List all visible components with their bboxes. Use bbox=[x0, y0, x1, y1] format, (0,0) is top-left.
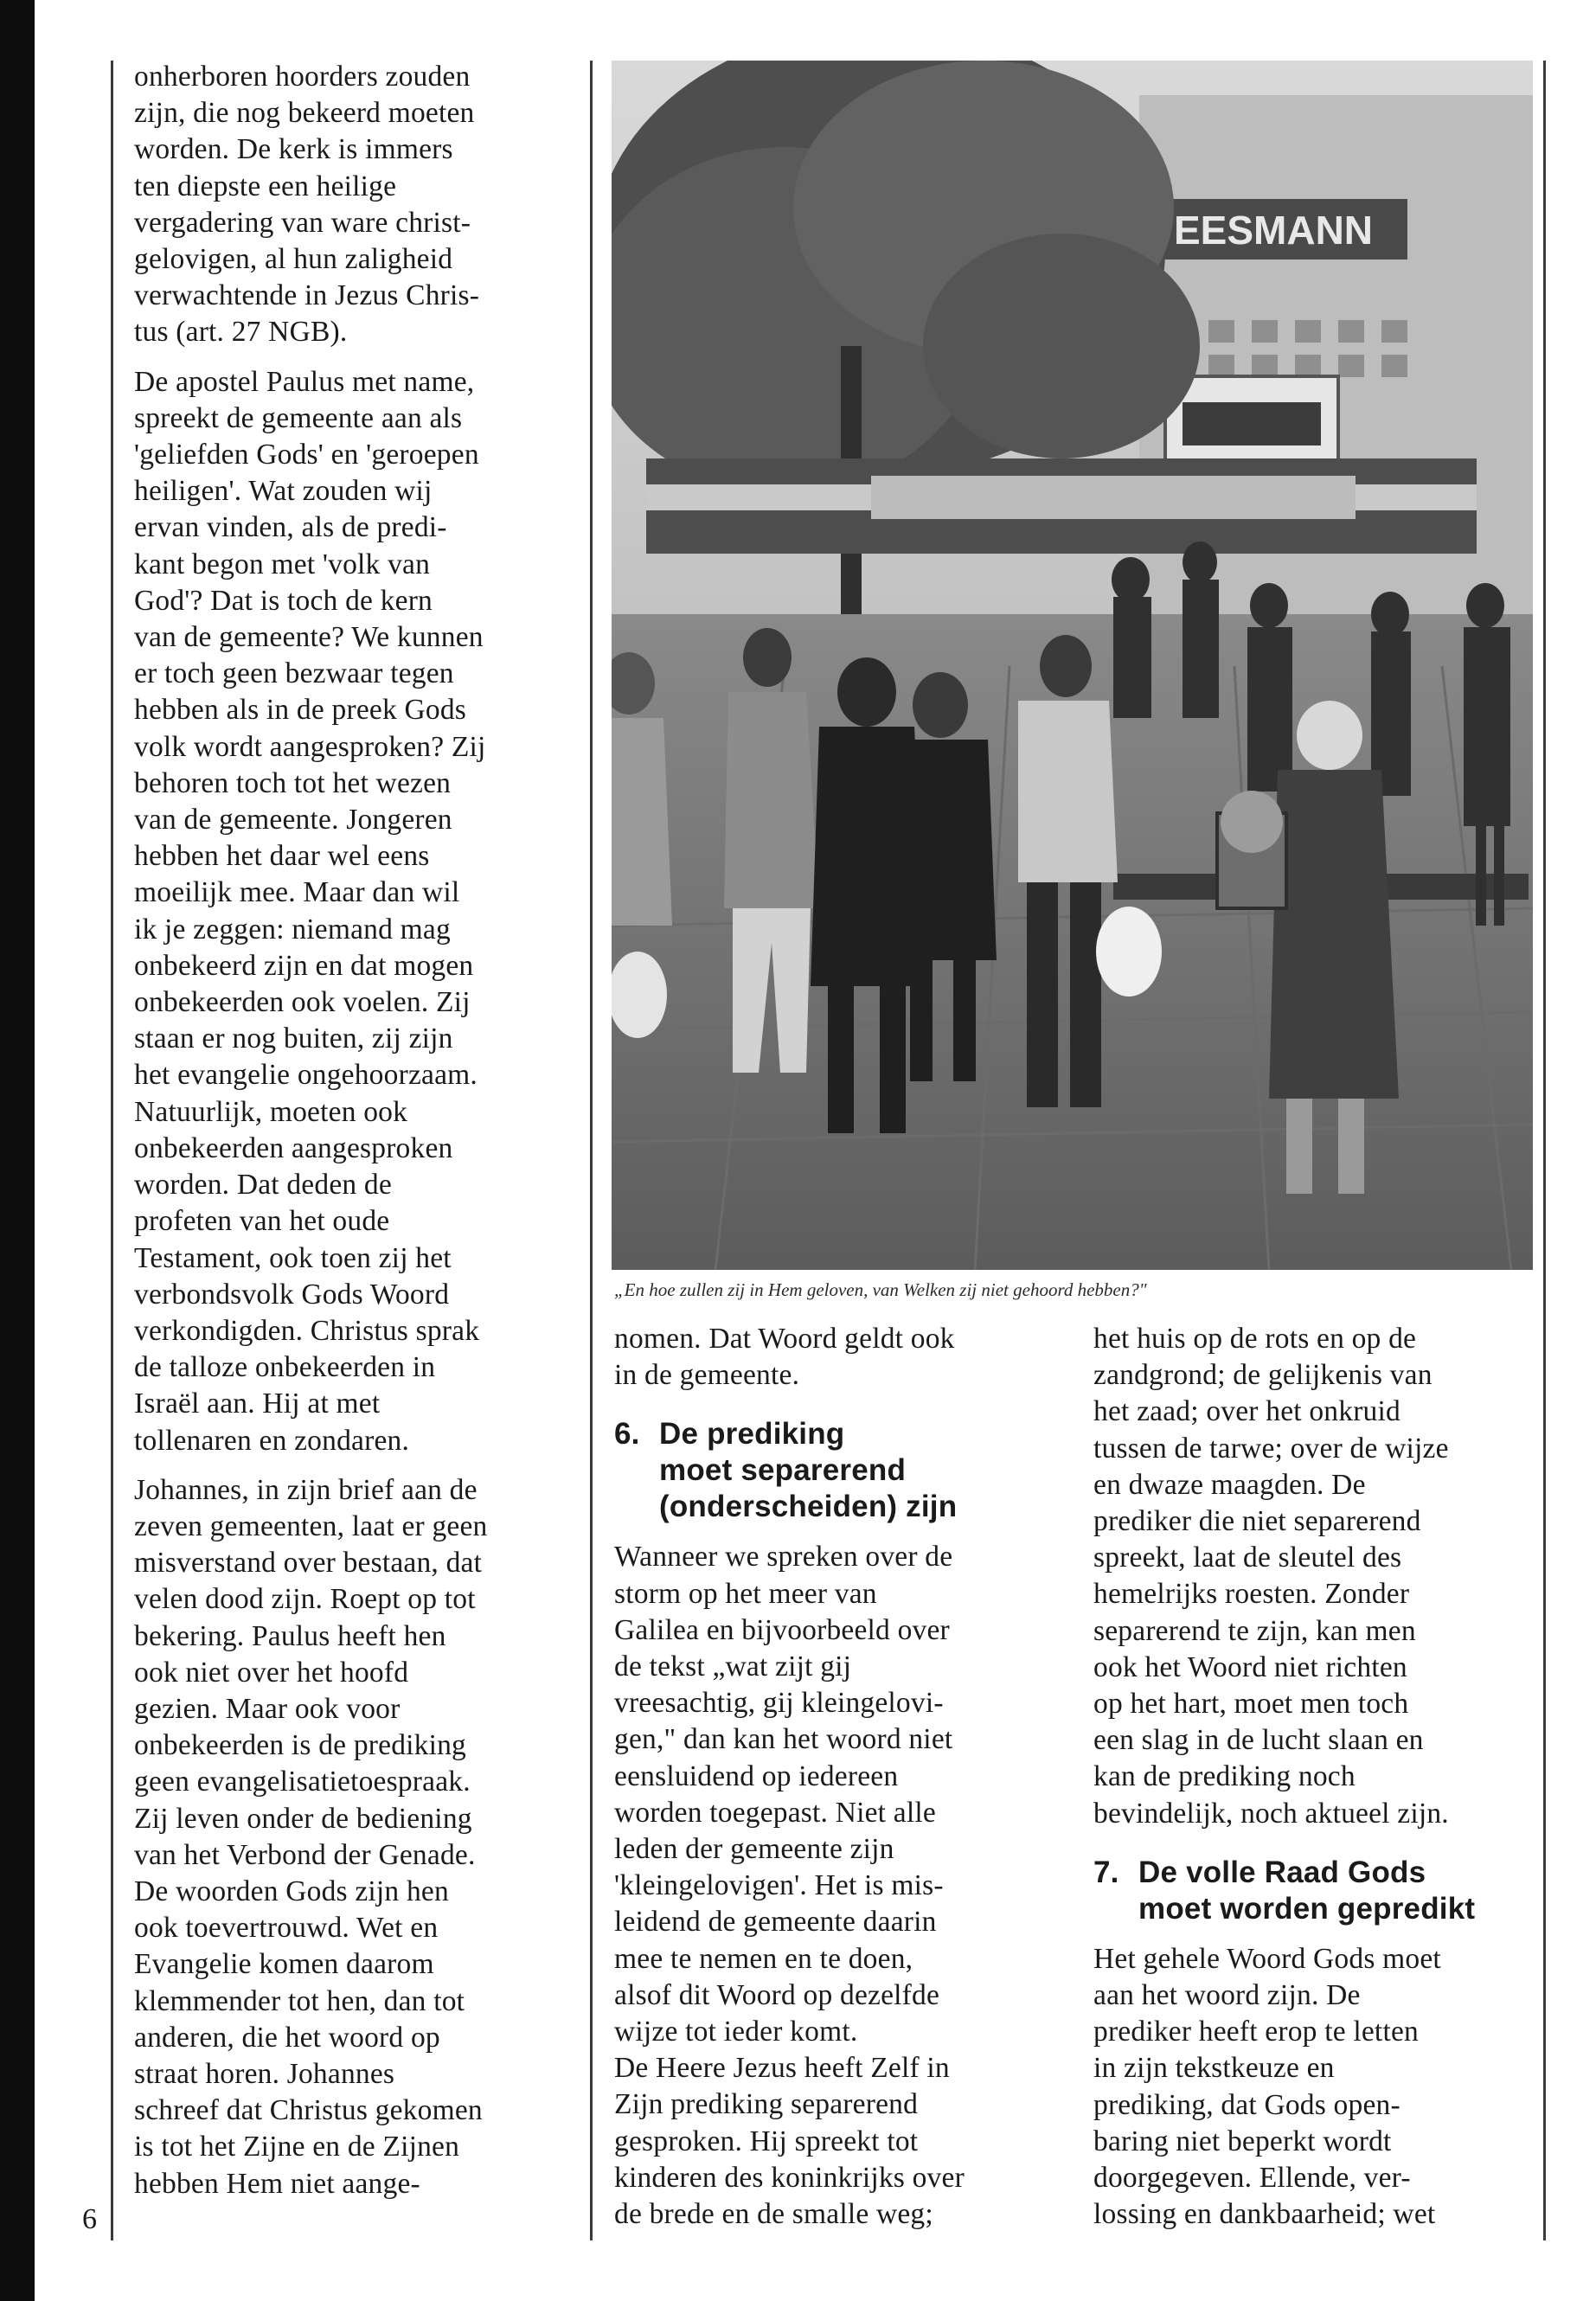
text-line: Galilea en bijvoorbeeld over bbox=[614, 1613, 950, 1646]
column-2-text bbox=[614, 1321, 1047, 2233]
paragraph bbox=[134, 1472, 567, 1801]
text-line: moeilijk mee. Maar dan wil bbox=[134, 876, 460, 909]
text-line: hebben als in de preek Gods bbox=[134, 694, 467, 727]
paragraph bbox=[134, 59, 567, 351]
text-line: het zaad; over het onkruid bbox=[1093, 1395, 1401, 1428]
heading-line: De volle Raad Gods bbox=[1138, 1855, 1426, 1889]
text-line: worden toegepast. Niet alle bbox=[614, 1796, 936, 1829]
text-line: staan er nog buiten, zij zijn bbox=[134, 1022, 453, 1055]
text-line: schreef dat Christus gekomen bbox=[134, 2094, 483, 2127]
text-line: separerend te zijn, kan men bbox=[1093, 1614, 1416, 1647]
text-line: heiligen'. Wat zouden wij bbox=[134, 475, 433, 508]
heading-line: moet separerend bbox=[659, 1453, 907, 1488]
column-1-text bbox=[134, 59, 567, 2202]
column-rule-right bbox=[1543, 61, 1546, 2240]
paragraph bbox=[134, 1801, 567, 1874]
text-line: leden der gemeente zijn bbox=[614, 1833, 894, 1866]
text-line: op het hart, moet men toch bbox=[1093, 1688, 1409, 1721]
text-line: Het gehele Woord Gods moet bbox=[1093, 1942, 1441, 1975]
heading-line: De prediking bbox=[659, 1417, 845, 1452]
text-line: worden. De kerk is immers bbox=[134, 133, 453, 166]
column-3-text bbox=[1093, 1321, 1543, 2233]
text-line: Wanneer we spreken over de bbox=[614, 1541, 953, 1574]
text-line: tus (art. 27 NGB). bbox=[134, 316, 348, 349]
column-rule-middle bbox=[590, 61, 593, 2240]
paragraph bbox=[134, 1874, 567, 2202]
text-line: van de gemeente? We kunnen bbox=[134, 621, 484, 654]
text-line: onherboren hoorders zouden bbox=[134, 61, 471, 93]
text-line: Zijn prediking separerend bbox=[614, 2088, 919, 2121]
text-line: 'geliefden Gods' en 'geroepen bbox=[134, 439, 479, 471]
text-line: van de gemeente. Jongeren bbox=[134, 804, 452, 836]
text-line: prediking, dat Gods open- bbox=[1093, 2088, 1401, 2121]
text-line: ik je zeggen: niemand mag bbox=[134, 913, 451, 945]
heading-line: moet worden gepredikt bbox=[1138, 1891, 1476, 1926]
section-6-heading bbox=[614, 1416, 1047, 1525]
text-line: eensluidend op iedereen bbox=[614, 1759, 899, 1792]
text-line: nomen. Dat Woord geldt ook bbox=[614, 1323, 955, 1355]
text-line: kan de prediking noch bbox=[1093, 1760, 1356, 1793]
text-line: gezien. Maar ook voor bbox=[134, 1692, 401, 1725]
shop-sign-text: EESMANN bbox=[1174, 208, 1374, 253]
page-number: 6 bbox=[82, 2203, 97, 2235]
text-line: is tot het Zijne en de Zijnen bbox=[134, 2131, 460, 2163]
heading-line: (onderscheiden) zijn bbox=[659, 1490, 958, 1524]
paragraph bbox=[1093, 1321, 1543, 1832]
photo-illustration bbox=[612, 61, 1533, 1270]
paragraph bbox=[1093, 1941, 1543, 2234]
text-line: God'? Dat is toch de kern bbox=[134, 584, 433, 617]
text-line: worden. Dat deden de bbox=[134, 1169, 392, 1202]
text-line: anderen, die het woord op bbox=[134, 2021, 440, 2054]
text-line: aan het woord zijn. De bbox=[1093, 1979, 1361, 2012]
text-line: vergadering van ware christ- bbox=[134, 206, 471, 239]
text-line: misverstand over bestaan, dat bbox=[134, 1547, 483, 1580]
text-line: zeven gemeenten, laat er geen bbox=[134, 1509, 488, 1542]
text-line: lossing en dankbaarheid; wet bbox=[1093, 2198, 1436, 2231]
text-line: ook het Woord niet richten bbox=[1093, 1650, 1407, 1683]
text-line: de brede en de smalle weg; bbox=[614, 2198, 933, 2231]
column-rule-left bbox=[111, 61, 113, 2240]
text-line: verbondsvolk Gods Woord bbox=[134, 1278, 450, 1311]
text-line: tussen de tarwe; over de wijze bbox=[1093, 1432, 1449, 1465]
text-line: het evangelie ongehoorzaam. bbox=[134, 1059, 478, 1092]
text-line: gen," dan kan het woord niet bbox=[614, 1723, 953, 1756]
text-line: van het Verbond der Genade. bbox=[134, 1838, 476, 1871]
text-line: gesproken. Hij spreekt tot bbox=[614, 2125, 919, 2157]
paragraph bbox=[134, 364, 567, 1094]
text-line: Johannes, in zijn brief aan de bbox=[134, 1473, 478, 1506]
paragraph bbox=[614, 2050, 1047, 2233]
text-line: Israël aan. Hij at met bbox=[134, 1388, 381, 1420]
text-line: velen dood zijn. Roept op tot bbox=[134, 1583, 476, 1616]
photo-caption: „En hoe zullen zij in Hem geloven, van Welken zij niet gehoord hebben?" bbox=[614, 1279, 1147, 1300]
text-line: het huis op de rots en op de bbox=[1093, 1323, 1417, 1355]
text-line: Evangelie komen daarom bbox=[134, 1948, 434, 1981]
text-line: ervan vinden, als de predi- bbox=[134, 511, 447, 544]
section-number: 7. bbox=[1093, 1855, 1119, 1889]
text-line: profeten van het oude bbox=[134, 1205, 390, 1238]
text-line: vreesachtig, gij kleingelovi- bbox=[614, 1687, 944, 1720]
text-line: Natuurlijk, moeten ook bbox=[134, 1095, 408, 1128]
text-line: mee te nemen en te doen, bbox=[614, 1942, 913, 1975]
text-line: baring niet beperkt wordt bbox=[1093, 2125, 1392, 2157]
text-line: er toch geen bezwaar tegen bbox=[134, 657, 454, 690]
text-line: kant begon met 'volk van bbox=[134, 548, 431, 580]
text-line: verwachtende in Jezus Chris- bbox=[134, 279, 480, 312]
text-line: klemmender tot hen, dan tot bbox=[134, 1984, 465, 2017]
section-number: 6. bbox=[614, 1417, 640, 1452]
text-line: spreekt, laat de sleutel des bbox=[1093, 1541, 1402, 1574]
text-line: een slag in de lucht slaan en bbox=[1093, 1724, 1424, 1757]
text-line: prediker heeft erop te letten bbox=[1093, 2016, 1419, 2048]
text-line: hebben het daar wel eens bbox=[134, 840, 430, 873]
text-line: de talloze onbekeerden in bbox=[134, 1351, 436, 1384]
text-line: Zij leven onder de bediening bbox=[134, 1802, 472, 1835]
text-line: spreekt de gemeente aan als bbox=[134, 401, 463, 434]
text-line: Testament, ook toen zij het bbox=[134, 1241, 452, 1274]
text-line: onbekeerd zijn en dat mogen bbox=[134, 949, 474, 982]
text-line: leidend de gemeente daarin bbox=[614, 1906, 937, 1939]
scan-edge-bar bbox=[0, 0, 35, 2301]
text-line: behoren toch tot het wezen bbox=[134, 766, 452, 799]
text-line: onbekeerden ook voelen. Zij bbox=[134, 986, 471, 1019]
text-line: ook toevertrouwd. Wet en bbox=[134, 1912, 439, 1945]
text-line: zijn, die nog bekeerd moeten bbox=[134, 97, 475, 130]
text-line: gelovigen, al hun zaligheid bbox=[134, 243, 453, 276]
text-line: geen evangelisatietoespraak. bbox=[134, 1766, 471, 1798]
text-line: zandgrond; de gelijkenis van bbox=[1093, 1359, 1433, 1392]
text-line: verkondigden. Christus sprak bbox=[134, 1314, 480, 1347]
text-line: doorgegeven. Ellende, ver- bbox=[1093, 2162, 1411, 2195]
paragraph bbox=[614, 1539, 1047, 2050]
market-street-photo bbox=[612, 61, 1533, 1270]
text-line: 'kleingelovigen'. Het is mis- bbox=[614, 1869, 944, 1902]
text-line: kinderen des koninkrijks over bbox=[614, 2161, 965, 2194]
text-line: onbekeerden aangesproken bbox=[134, 1131, 453, 1164]
text-line: in de gemeente. bbox=[614, 1359, 800, 1392]
text-line: storm op het meer van bbox=[614, 1577, 877, 1610]
text-line: bekering. Paulus heeft hen bbox=[134, 1619, 446, 1652]
text-line: de tekst „wat zijt gij bbox=[614, 1650, 852, 1683]
section-7-heading bbox=[1093, 1855, 1543, 1927]
text-line: tollenaren en zondaren. bbox=[134, 1424, 410, 1457]
text-line: De Heere Jezus heeft Zelf in bbox=[614, 2052, 950, 2085]
text-line: De woorden Gods zijn hen bbox=[134, 1875, 449, 1907]
text-line: onbekeerden is de prediking bbox=[134, 1729, 467, 1762]
text-line: wijze tot ieder komt. bbox=[614, 2016, 858, 2048]
text-line: hemelrijks roesten. Zonder bbox=[1093, 1578, 1410, 1611]
text-line: ook niet over het hoofd bbox=[134, 1656, 409, 1689]
text-line: en dwaze maagden. De bbox=[1093, 1468, 1366, 1501]
text-line: alsof dit Woord op dezelfde bbox=[614, 1978, 940, 2011]
paragraph bbox=[134, 1094, 567, 1459]
text-line: bevindelijk, noch aktueel zijn. bbox=[1093, 1797, 1449, 1830]
text-line: De apostel Paulus met name, bbox=[134, 365, 475, 398]
text-line: volk wordt aangesproken? Zij bbox=[134, 730, 486, 763]
text-line: ten diepste een heilige bbox=[134, 170, 397, 202]
text-line: straat horen. Johannes bbox=[134, 2057, 395, 2090]
text-line: hebben Hem niet aange- bbox=[134, 2167, 420, 2200]
text-line: in zijn tekstkeuze en bbox=[1093, 2052, 1335, 2085]
text-line: prediker die niet separerend bbox=[1093, 1505, 1421, 1538]
paragraph bbox=[614, 1321, 1047, 1394]
